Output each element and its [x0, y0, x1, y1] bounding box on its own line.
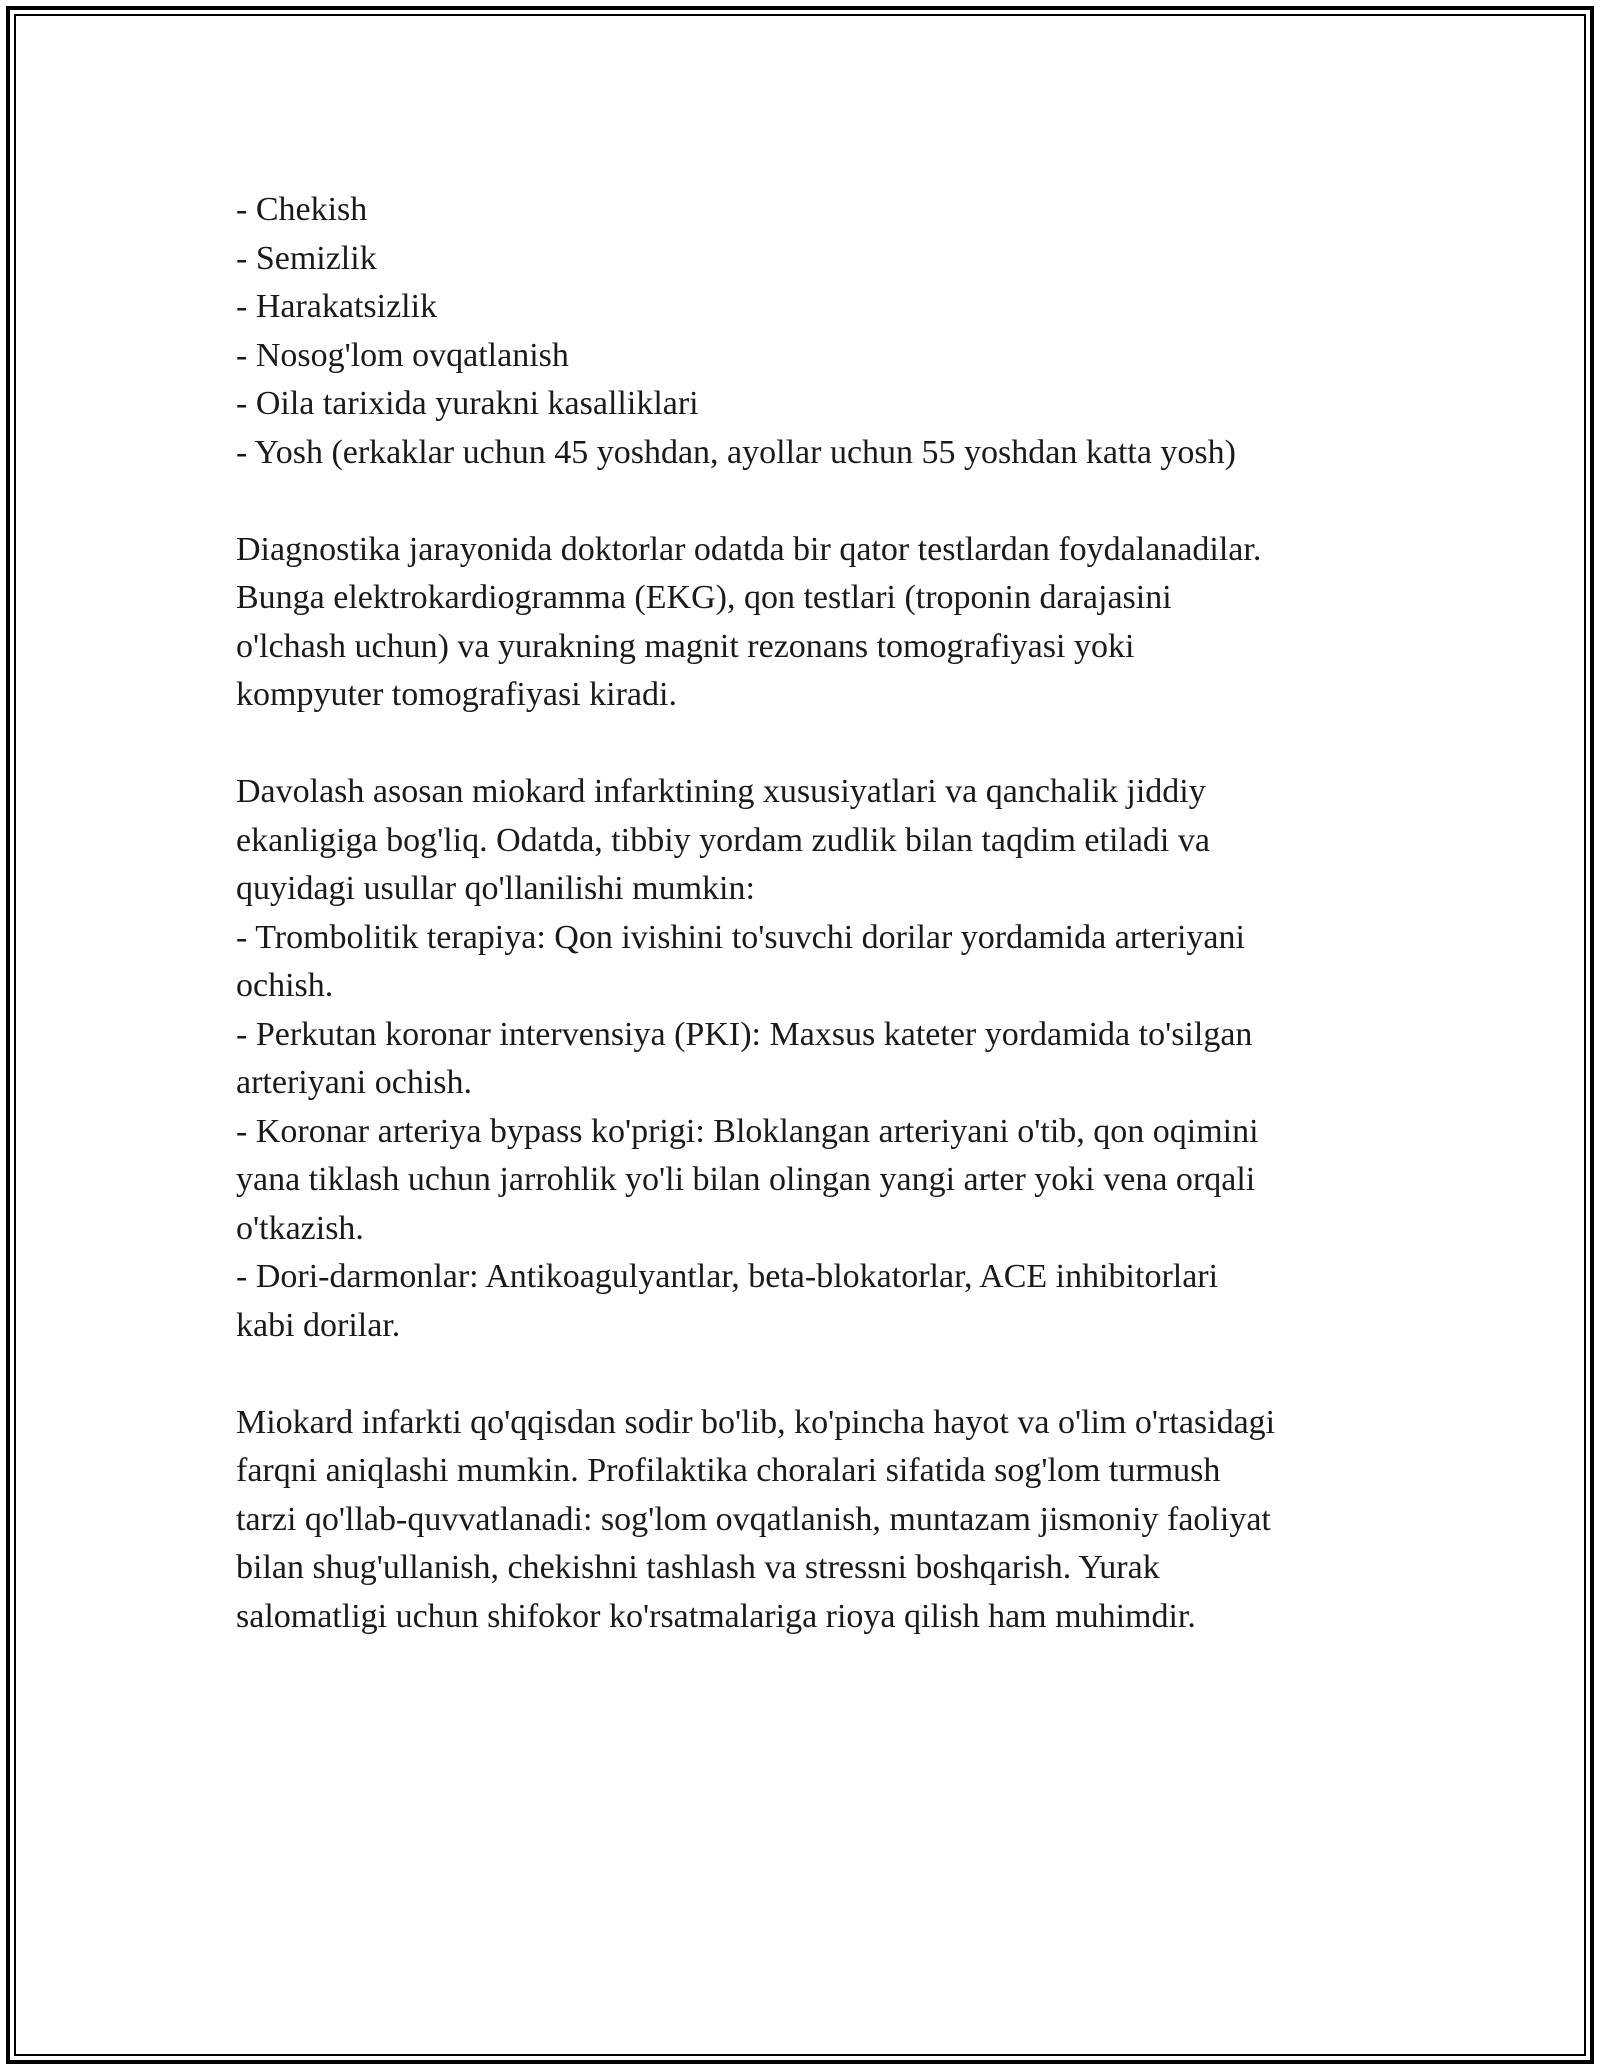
paragraph-gap [236, 1350, 1376, 1399]
treatment-paragraph [236, 768, 1376, 1350]
text-line: o'lchash uchun) va yurakning magnit rezonans tomografiyasi yoki [236, 627, 1135, 665]
text-line: ekanligiga bog'liq. Odatda, tibbiy yordam zudlik bilan taqdim etiladi va [236, 821, 1210, 859]
risk-factor-item: - Chekish [236, 191, 368, 228]
treatment-item-line: - Dori-darmonlar: Antikoagulyantlar, beta-blokatorlar, ACE inhibitorlari [236, 1258, 1219, 1295]
text-line: Bunga elektrokardiogramma (EKG), qon testlari (troponin darajasini [236, 579, 1172, 616]
document-body [236, 186, 1376, 1641]
risk-factor-item: - Oila tarixida yurakni kasalliklari [236, 385, 699, 422]
treatment-item-line: kabi dorilar. [236, 1306, 401, 1344]
treatment-item-line: - Perkutan koronar intervensiya (PKI): Maxsus kateter yordamida to'silgan [236, 1015, 1253, 1053]
text-line: bilan shug'ullanish, chekishni tashlash va stressni boshqarish. Yurak [236, 1549, 1160, 1586]
treatment-item-line: ochish. [236, 967, 334, 1004]
text-line: Miokard infarkti qo'qqisdan sodir bo'lib, ko'pincha hayot va o'lim o'rtasidagi [236, 1403, 1276, 1441]
risk-factor-list [236, 186, 1376, 477]
treatment-item-line: yana tiklash uchun jarrohlik yo'li bilan olingan yangi arter yoki vena orqali [236, 1161, 1256, 1198]
treatment-item-line: - Koronar arteriya bypass ko'prigi: Bloklangan arteriyani o'tib, qon oqimini [236, 1112, 1259, 1150]
treatment-item-line: arteriyani ochish. [236, 1064, 473, 1101]
conclusion-paragraph [236, 1399, 1376, 1642]
risk-factor-item: - Nosog'lom ovqatlanish [236, 336, 569, 374]
treatment-item-line: - Trombolitik terapiya: Qon ivishini to'suvchi dorilar yordamida arteriyani [236, 918, 1245, 956]
risk-factor-item: - Harakatsizlik [236, 288, 438, 325]
text-line: kompyuter tomografiyasi kiradi. [236, 676, 677, 713]
text-line: Davolash asosan miokard infarktining xususiyatlari va qanchalik jiddiy [236, 773, 1206, 810]
paragraph-gap [236, 720, 1376, 769]
text-line: tarzi qo'llab-quvvatlanadi: sog'lom ovqatlanish, muntazam jismoniy faoliyat [236, 1500, 1271, 1538]
risk-factor-item: - Semizlik [236, 239, 377, 277]
text-line: Diagnostika jarayonida doktorlar odatda bir qator testlardan foydalanadilar. [236, 530, 1262, 568]
paragraph-gap [236, 477, 1376, 526]
text-line: farqni aniqlashi mumkin. Profilaktika choralari sifatida sog'lom turmush [236, 1452, 1221, 1489]
text-line: salomatligi uchun shifokor ko'rsatmalariga rioya qilish ham muhimdir. [236, 1597, 1196, 1635]
risk-factor-item: - Yosh (erkaklar uchun 45 yoshdan, ayollar uchun 55 yoshdan katta yosh) [236, 433, 1236, 471]
treatment-item-line: o'tkazish. [236, 1209, 364, 1247]
diagnostics-paragraph [236, 526, 1376, 720]
text-line: quyidagi usullar qo'llanilishi mumkin: [236, 870, 755, 907]
